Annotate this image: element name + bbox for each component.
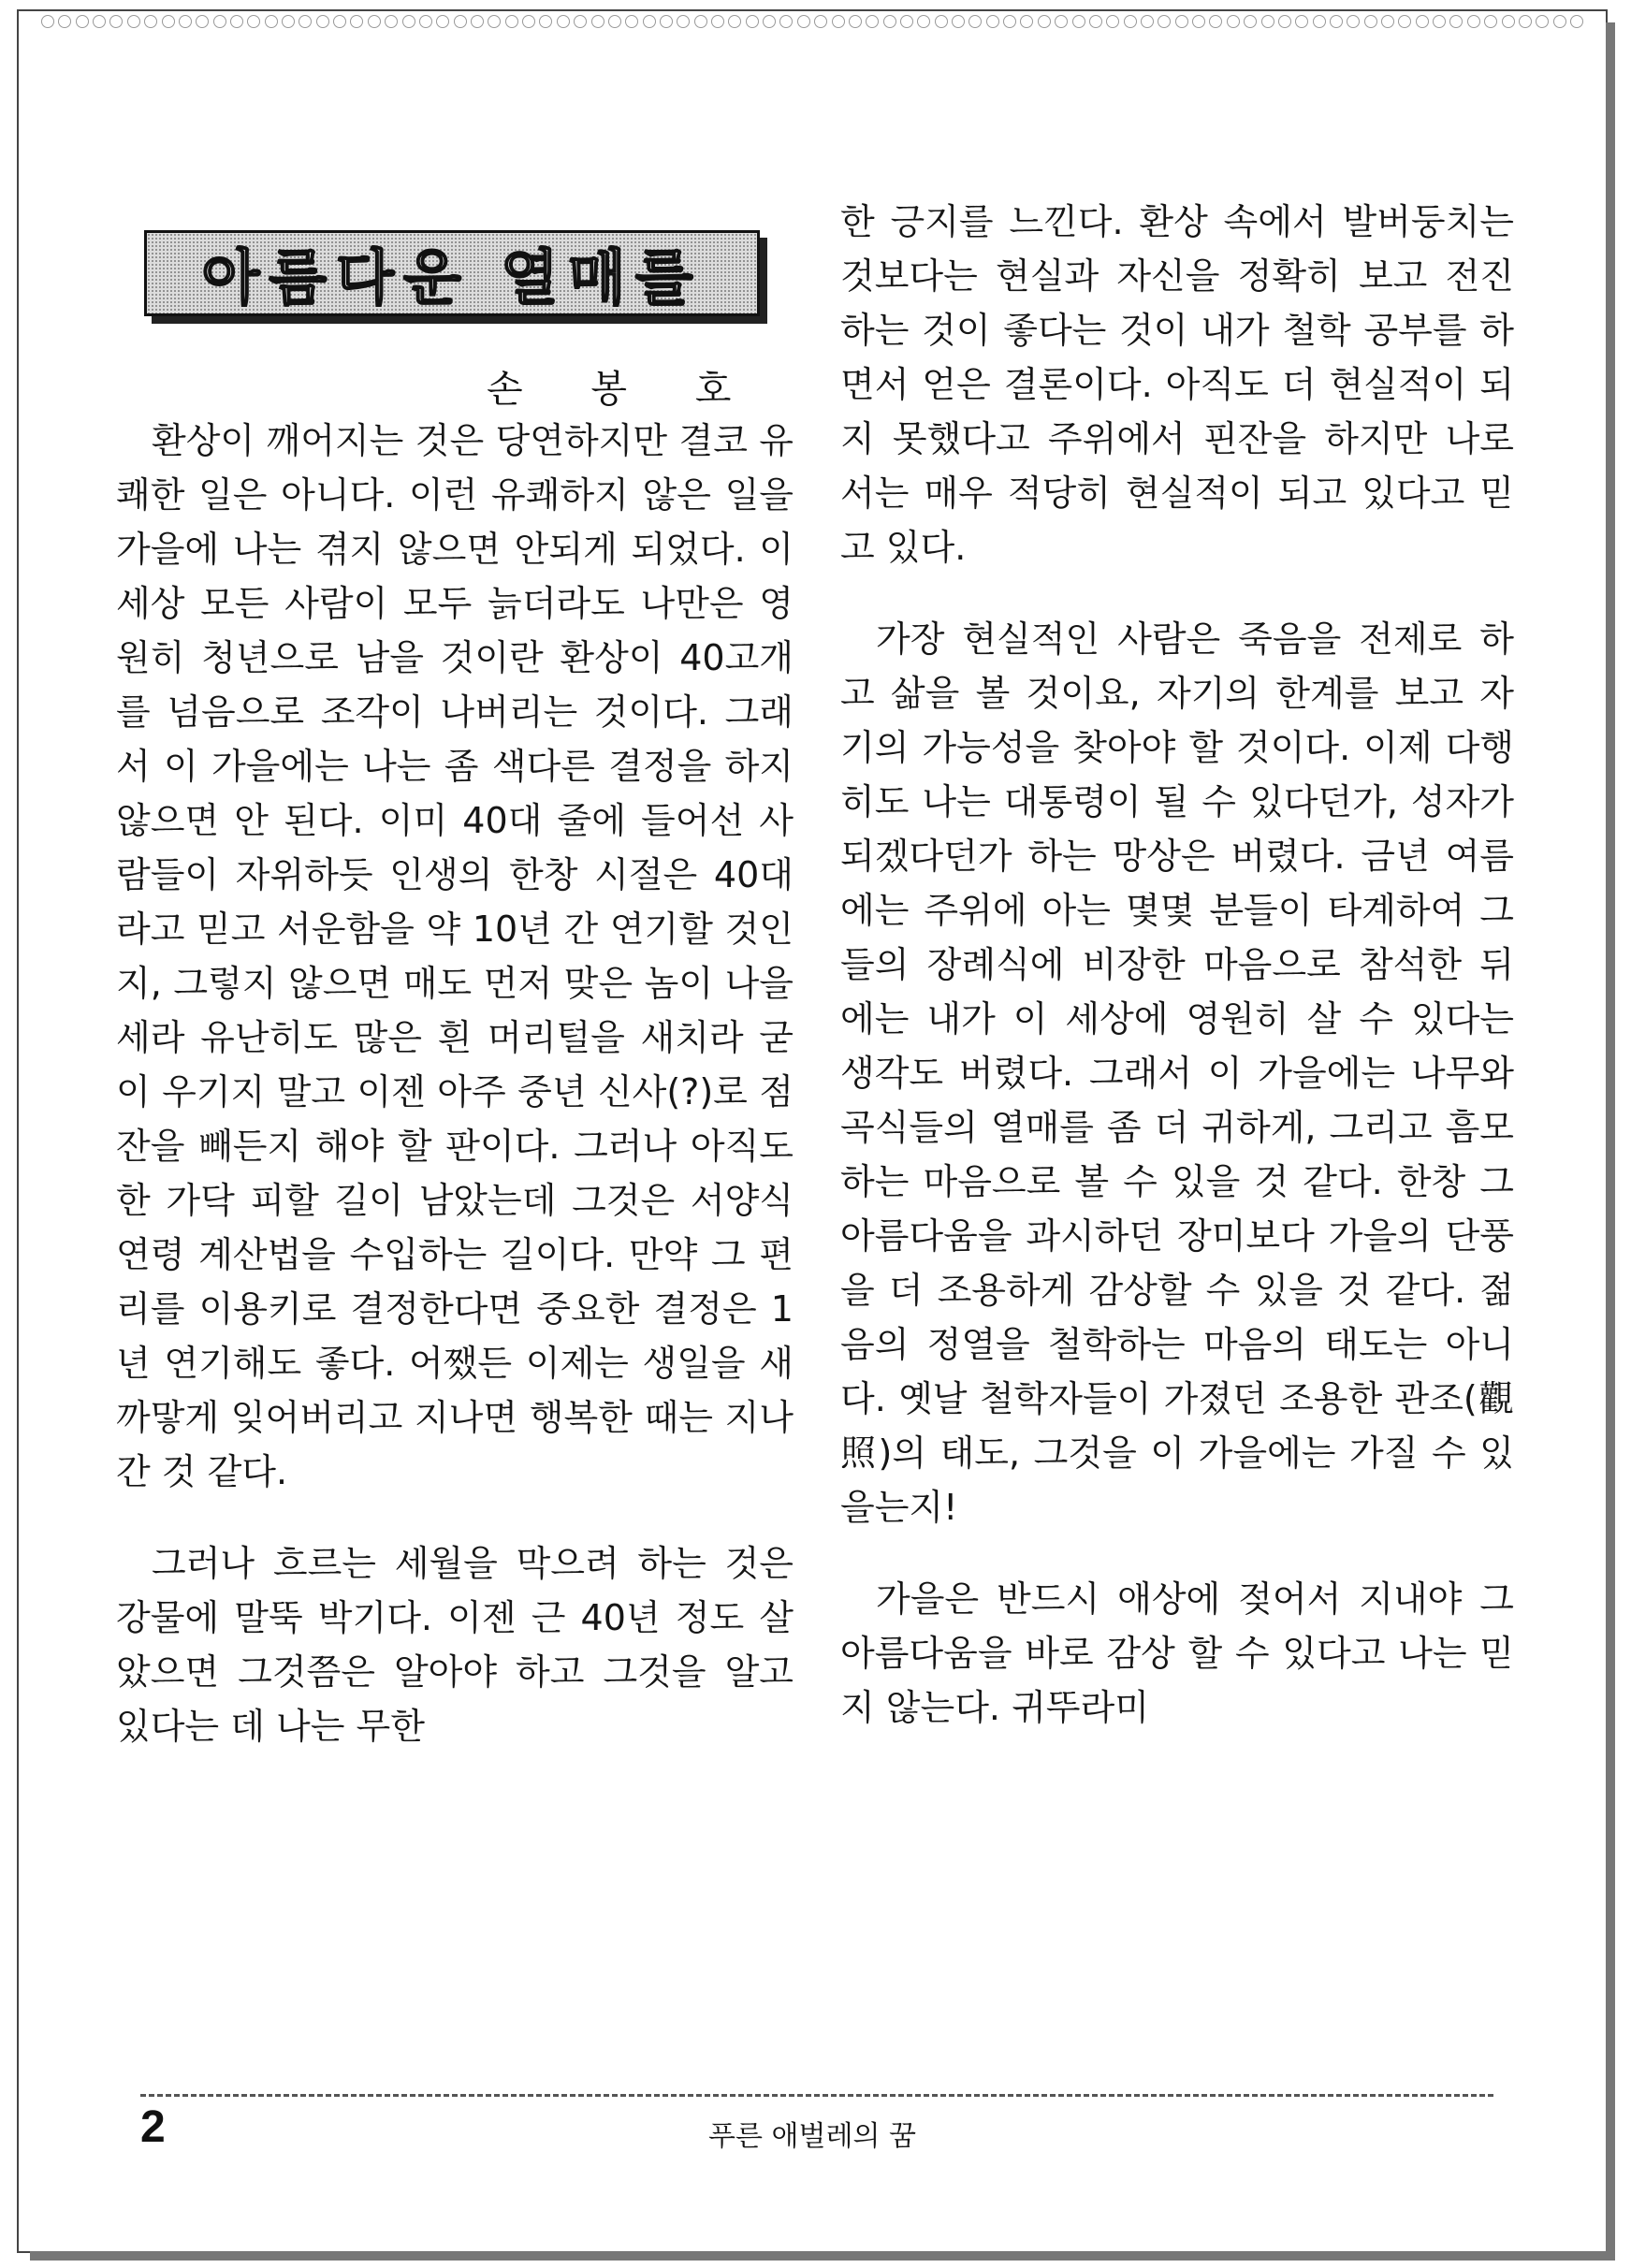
right-column <box>840 195 1514 1772</box>
binding-holes <box>41 11 1583 32</box>
article-title: 아름다운 열매를 <box>201 244 703 313</box>
paragraph: 환상이 깨어지는 것은 당연하지만 결코 유쾌한 일은 아니다. 이런 유쾌하지 않은 일을 가을에 나는 겪지 않으면 안되게 되었다. 이 세상 모든 사람이 모두 늙더라도 나만은 영원히 청년으로 남을 것이란 환상이 40고개를 넘음으로 조각이 나버리는 것이다. 그래서 이 가을에는 나는 좀 색다른 결정을 하지 않으면 안 된다. 이미 40대 줄에 들어선 사람들이 자위하듯 인생의 한창 시절은 40대라고 믿고 서운함을 약 10년 간 연기할 것인지, 그렇지 않으면 매도 먼저 맞은 놈이 나을세라 유난히도 많은 흰 머리털을 새치라 굳이 우기지 말고 이젠 아주 중년 신사(?)로 점잔을 빼든지 해야 할 판이다. 그러나 아직도 한 가닥 피할 길이 남았는데 그것은 서양식 연령 계산법을 수입하는 길이다. 만약 그 편리를 이용키로 결정한다면 중요한 결정은 1년 연기해도 좋다. 어쨌든 이제는 생일을 새까맣게 잊어버리고 지나면 행복한 때는 지나간 것 같다. <box>116 420 794 1492</box>
paragraph: 가장 현실적인 사람은 죽음을 전제로 하고 삶을 볼 것이요, 자기의 한계를 보고 자기의 가능성을 찾아야 할 것이다. 이제 다행히도 나는 대통령이 될 수 있다던가, 성자가 되겠다던가 하는 망상은 버렸다. 금년 여름에는 주위에 아는 몇몇 분들이 타계하여 그들의 장례식에 비장한 마음으로 참석한 뒤에는 내가 이 세상에 영원히 살 수 있다는 생각도 버렸다. 그래서 이 가을에는 나무와 곡식들의 열매를 좀 더 귀하게, 그리고 흠모하는 마음으로 볼 수 있을 것 같다. 한창 그 아름다움을 과시하던 장미보다 가을의 단풍을 더 조용하게 감상할 수 있을 것 같다. 젊음의 정열을 철학하는 마음의 태도는 아니다. 옛날 철학자들이 가졌던 조용한 관조(觀照)의 태도, 그것을 이 가을에는 가질 수 있을는지! <box>840 618 1514 1528</box>
paragraph: 한 긍지를 느낀다. 환상 속에서 발버둥치는 것보다는 현실과 자신을 정확히 보고 전진하는 것이 좋다는 것이 내가 철학 공부를 하면서 얻은 결론이다. 아직도 더 현실적이 되지 못했다고 주위에서 핀잔을 하지만 나로서는 매우 적당히 현실적이 되고 있다고 믿고 있다. <box>840 201 1514 568</box>
paragraph: 그러나 흐르는 세월을 막으려 하는 것은 강물에 말뚝 박기다. 이젠 근 40년 정도 살았으면 그것쯤은 알아야 하고 그것을 알고 있다는 데 나는 무한 <box>116 1543 794 1747</box>
footer-divider <box>140 2094 1493 2097</box>
left-column <box>116 414 794 1791</box>
article-title-box <box>144 230 760 316</box>
paragraph: 가을은 반드시 애상에 젖어서 지내야 그 아름다움을 바로 감상 할 수 있다고 나는 믿지 않는다. 귀뚜라미 <box>840 1578 1514 1728</box>
page-number: 2 <box>140 2102 166 2152</box>
page <box>17 9 1608 2253</box>
article-author: 손 봉 호 <box>487 368 760 411</box>
publication-title: 푸른 애벌레의 꿈 <box>708 2120 916 2153</box>
